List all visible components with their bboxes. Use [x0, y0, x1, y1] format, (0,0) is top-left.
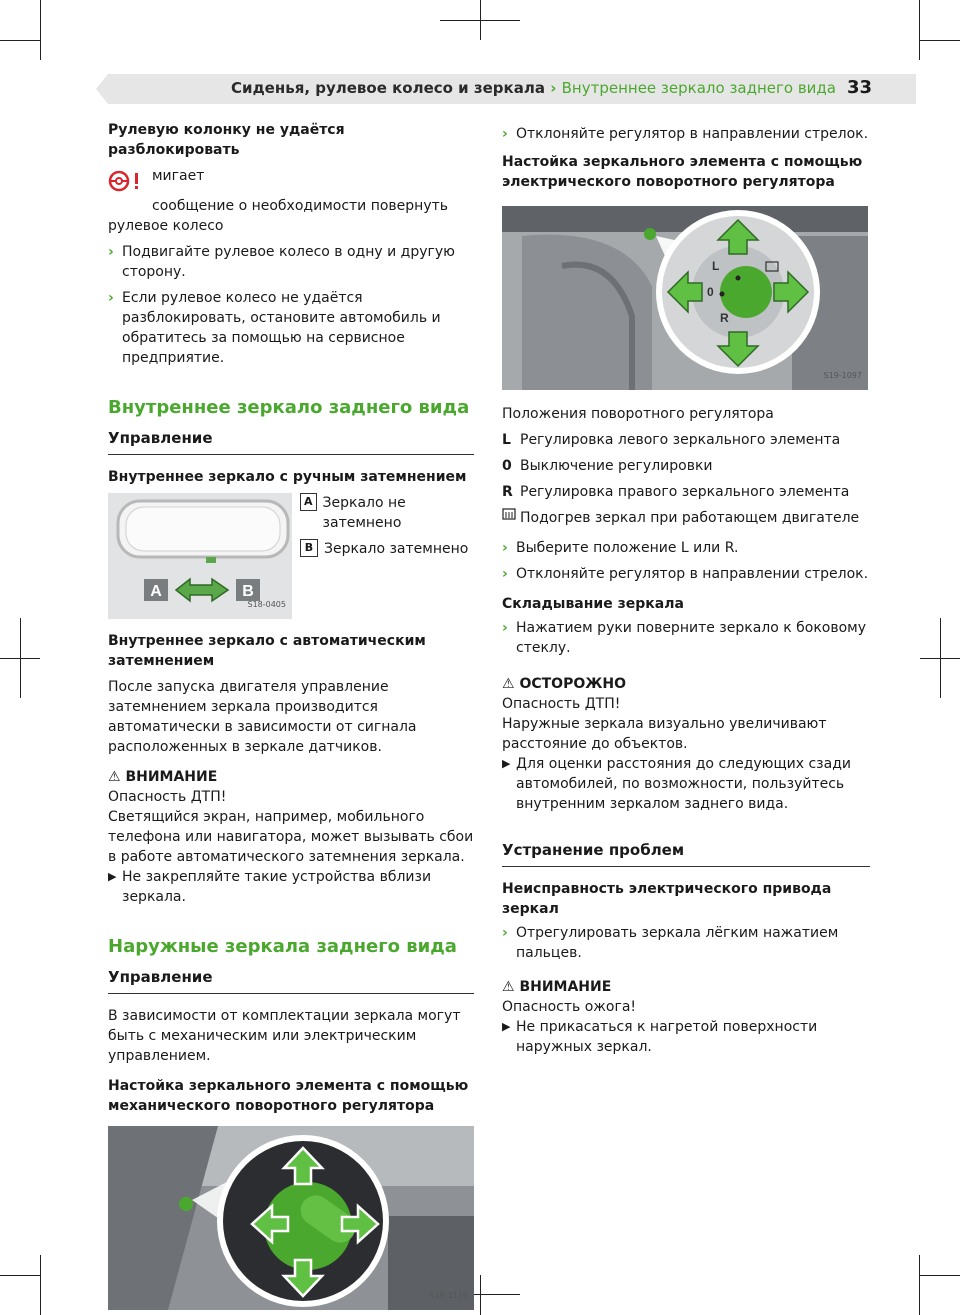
breadcrumb-separator: ›: [550, 79, 557, 97]
left-column: [108, 120, 474, 1310]
mechanical-adjust-heading: Настойка зеркального элемента с помощью механического поворотного регулятора: [108, 1078, 469, 1114]
running-header: [231, 79, 836, 97]
legend-item: B Зеркало затемнено: [300, 539, 474, 559]
legend-item: Подогрев зеркал при работающем двигателе: [502, 508, 870, 528]
auto-dimming-heading: Внутреннее зеркало с автоматическим затемнением: [108, 633, 426, 669]
chapter-title: Сиденья, рулевое колесо и зеркала: [231, 79, 545, 97]
svg-text:L: L: [712, 259, 720, 273]
outer-mirror-text: В зависимости от комплектации зеркала могут быть с механическим или электрическим управлением.: [108, 1008, 461, 1064]
folding-heading: Складывание зеркала: [502, 596, 684, 612]
inner-mirror-figure: [108, 493, 292, 619]
section-title: Внутреннее зеркало заднего вида: [561, 79, 836, 97]
electric-adjuster-figure: [502, 206, 868, 390]
warning-triangle-icon: ⚠: [108, 769, 121, 785]
steering-message: сообщение о необходимости повернуть рулевое колесо: [108, 198, 449, 234]
attention2-title: ⚠ ВНИМАНИЕ: [502, 979, 612, 995]
legend-item: R Регулировка правого зеркального элемента: [502, 484, 850, 500]
positions-title: Положения поворотного регулятора: [502, 406, 774, 422]
fault-heading: Неисправность электрического привода зеркал: [502, 881, 832, 917]
warning-triangle-icon: ⚠: [502, 676, 515, 692]
warning-triangle-icon: ⚠: [502, 979, 515, 995]
steering-blinks: мигает: [152, 168, 205, 184]
list-item: › Подвигайте рулевое колесо в одну и другую сторону.: [108, 244, 455, 280]
svg-text:0: 0: [707, 285, 714, 299]
attention2-subtitle: Опасность ожога!: [502, 999, 637, 1015]
list-item: › Если рулевое колесо не удаётся разблокировать, остановите автомобиль и обратитесь за помощью на сервисное предприятие.: [108, 290, 441, 366]
right-column: [502, 120, 870, 1061]
svg-text:R: R: [720, 311, 729, 325]
caution-text: Наружные зеркала визуально увеличивают расстояние до объектов.: [502, 716, 827, 752]
list-item: › Отклоняйте регулятор в направлении стрелок.: [502, 566, 869, 582]
caution-title: ⚠ ОСТОРОЖНО: [502, 676, 626, 692]
figure-id: S19-1097: [823, 371, 862, 380]
svg-text:B: B: [242, 583, 254, 600]
troubleshooting-subtitle: Устранение проблем: [502, 840, 870, 867]
manual-dimming-figure-row: [108, 493, 474, 619]
svg-text:A: A: [150, 583, 162, 600]
electric-adjust-heading: Настойка зеркального элемента с помощью электрического поворотного регулятора: [502, 154, 863, 190]
auto-dimming-text: После запуска двигателя управление затемнением зеркала производится автоматически в зависимости от сигнала расположенных в зеркале датчиков.: [108, 679, 417, 755]
list-item: › Отклоняйте регулятор в направлении стрелок.: [502, 126, 869, 142]
legend-item: 0 Выключение регулировки: [502, 458, 713, 474]
figure-id: S18-0405: [247, 600, 286, 609]
inner-mirror-title: Внутреннее зеркало заднего вида: [108, 397, 470, 418]
legend-item: A Зеркало не затемнено: [300, 493, 474, 533]
list-item: › Отрегулировать зеркала лёгким нажатием пальцев.: [502, 925, 839, 961]
list-item: ▶ Не закрепляйте такие устройства вблизи зеркала.: [108, 869, 432, 905]
list-item: ▶ Не прикасаться к нагретой поверхности наружных зеркал.: [502, 1019, 818, 1055]
list-item: › Выберите положение L или R.: [502, 540, 739, 556]
attention-title: ⚠ ВНИМАНИЕ: [108, 769, 218, 785]
mirror-heating-icon: [502, 508, 520, 528]
attention-text: Светящийся экран, например, мобильного телефона или навигатора, может вызывать сбои в работе автоматического затемнения зеркала.: [108, 809, 474, 865]
attention-subtitle: Опасность ДТП!: [108, 789, 227, 805]
inner-mirror-subtitle: Управление: [108, 428, 474, 455]
steering-wheel-icon: [108, 170, 152, 198]
page-number: 33: [846, 77, 872, 98]
outer-mirror-subtitle: Управление: [108, 967, 474, 994]
list-item: ▶ Для оценки расстояния до следующих сзади автомобилей, по возможности, пользуйтесь внутренним зеркалом заднего вида.: [502, 756, 851, 812]
steering-heading: Рулевую колонку не удаётся разблокировать: [108, 122, 345, 158]
mechanical-adjuster-illustration: [108, 1126, 474, 1310]
manual-dimming-heading: Внутреннее зеркало с ручным затемнением: [108, 469, 467, 485]
header-wedge: [96, 74, 108, 104]
figure-id: S19-1119: [429, 1291, 468, 1300]
outer-mirror-title: Наружные зеркала заднего вида: [108, 936, 457, 957]
electric-adjuster-illustration: [502, 206, 868, 390]
list-item: › Нажатием руки поверните зеркало к боковому стеклу.: [502, 620, 867, 656]
caution-subtitle: Опасность ДТП!: [502, 696, 621, 712]
manual-dimming-legend: [300, 493, 474, 619]
steering-warning-line: [108, 166, 474, 198]
mechanical-adjuster-figure: [108, 1126, 474, 1310]
legend-item: L Регулировка левого зеркального элемента: [502, 432, 841, 448]
